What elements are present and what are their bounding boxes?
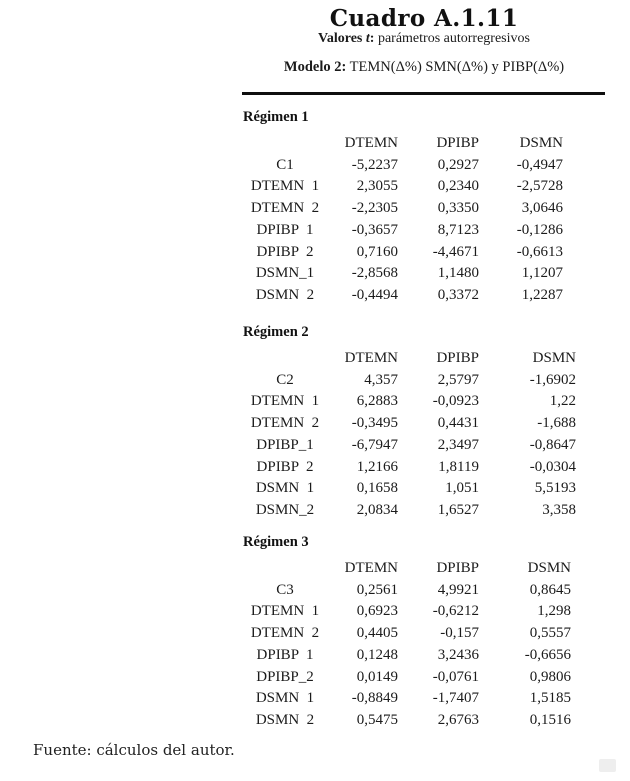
cell-value: 0,5557 (529, 625, 571, 642)
cell-value: -0,0761 (432, 668, 479, 685)
table-row (240, 623, 571, 645)
cell-value: 3,0646 (521, 200, 563, 217)
cell-value: 0,2561 (356, 581, 398, 598)
table-subtitle (318, 31, 530, 47)
row-label: DPIBP 2 (256, 243, 314, 260)
row-label: DSMN 2 (255, 711, 315, 728)
table-row (240, 710, 571, 732)
cell-value: 1,2166 (356, 458, 398, 475)
column-header: DTEMN (344, 135, 398, 151)
subtitle-bold-text: Valores (318, 31, 366, 46)
column-header: DPIBP (436, 560, 479, 576)
cell-value: 2,3497 (437, 436, 479, 453)
cell-value: 2,3055 (356, 178, 398, 195)
row-label: DPIBP_1 (256, 436, 314, 453)
source-note: Fuente: cálculos del autor. (33, 741, 235, 759)
cell-value: -1,688 (537, 415, 576, 432)
cell-value: 4,9921 (437, 581, 479, 598)
row-label: C1 (276, 156, 294, 173)
table-row (240, 478, 576, 500)
cell-value: 2,6763 (437, 711, 479, 728)
row-label: DTEMN 2 (250, 415, 320, 432)
row-label: DSMN_1 (255, 265, 315, 282)
regime-table (240, 348, 576, 522)
table-row (240, 242, 563, 264)
table-row (240, 580, 571, 602)
cell-value: 0,8645 (529, 581, 571, 598)
model-spec: TEMN(Δ%) SMN(Δ%) y PIBP(Δ%) (346, 59, 565, 75)
table-row (240, 285, 563, 307)
cell-value: -0,8849 (351, 690, 398, 707)
cell-value: -1,6902 (529, 371, 576, 388)
cell-value: -0,0304 (529, 458, 576, 475)
column-header-spacer (240, 558, 330, 580)
row-label: DSMN 1 (255, 480, 315, 497)
cell-value: 1,1480 (437, 265, 479, 282)
table-row (240, 220, 563, 242)
row-label: DSMN 2 (255, 286, 315, 303)
column-header-spacer (240, 133, 330, 155)
row-label: DSMN_2 (255, 501, 315, 518)
subtitle-rest-text: parámetros autorregresivos (374, 31, 530, 46)
cell-value: 0,5475 (356, 711, 398, 728)
model-line (284, 59, 564, 76)
subtitle-variable-t: t (365, 31, 370, 46)
cell-value: -0,8647 (529, 436, 576, 453)
table-row (240, 500, 576, 522)
table-row (240, 391, 576, 413)
table-row (240, 667, 571, 689)
row-label: DPIBP_2 (256, 668, 314, 685)
row-label: DTEMN 2 (250, 625, 320, 642)
row-label: DTEMN 1 (250, 603, 320, 620)
cell-value: 0,4431 (437, 415, 479, 432)
table-row (240, 176, 563, 198)
table-row (240, 263, 563, 285)
column-header: DSMN (519, 135, 563, 151)
table-row (240, 601, 571, 623)
row-label: C2 (276, 371, 294, 388)
cell-value: 1,5185 (529, 690, 571, 707)
cell-value: 1,298 (537, 603, 571, 620)
column-header: DSMN (532, 350, 576, 366)
cell-value: 3,358 (542, 501, 576, 518)
cell-value: -0,4947 (516, 156, 563, 173)
cell-value: 1,1207 (521, 265, 563, 282)
column-header: DTEMN (344, 560, 398, 576)
cell-value: 0,4405 (356, 625, 398, 642)
cell-value: 0,9806 (529, 668, 571, 685)
table-row (240, 155, 563, 177)
section-regimen-1 (240, 108, 563, 307)
cell-value: 6,2883 (356, 393, 398, 410)
table-row (240, 645, 571, 667)
cell-value: -2,8568 (351, 265, 398, 282)
table-title: Cuadro A.1.11 (329, 5, 519, 32)
cell-value: 1,2287 (521, 286, 563, 303)
table-row (240, 198, 563, 220)
row-label: DTEMN 1 (250, 393, 320, 410)
cell-value: -0,6613 (516, 243, 563, 260)
section-regimen-2 (240, 323, 576, 522)
cell-value: 0,0149 (356, 668, 398, 685)
cell-value: 0,3350 (437, 200, 479, 217)
section-heading: Régimen 3 (243, 534, 309, 550)
cell-value: 0,7160 (356, 243, 398, 260)
cell-value: -4,4671 (432, 243, 479, 260)
cell-value: 1,6527 (437, 501, 479, 518)
row-label: DTEMN 2 (250, 200, 320, 217)
row-label: DPIBP 1 (256, 221, 314, 238)
cell-value: 2,5797 (437, 371, 479, 388)
table-row (240, 457, 576, 479)
column-header-row (240, 348, 576, 370)
cell-value: -6,7947 (351, 436, 398, 453)
row-label: DSMN 1 (255, 690, 315, 707)
table-row (240, 413, 576, 435)
cell-value: -0,6212 (432, 603, 479, 620)
column-header-spacer (240, 348, 330, 370)
cell-value: -0,6656 (524, 646, 571, 663)
header-rule (242, 92, 605, 95)
cell-value: 4,357 (364, 371, 398, 388)
cell-value: -0,3495 (351, 415, 398, 432)
cell-value: -1,7407 (432, 690, 479, 707)
table-row (240, 435, 576, 457)
table-row (240, 688, 571, 710)
cell-value: 1,051 (445, 480, 479, 497)
column-header-row (240, 133, 563, 155)
regime-table (240, 133, 563, 307)
column-header: DPIBP (436, 350, 479, 366)
column-header: DSMN (527, 560, 571, 576)
cell-value: 3,2436 (437, 646, 479, 663)
row-label: DTEMN 1 (250, 178, 320, 195)
section-regimen-3 (240, 533, 571, 732)
cell-value: 8,7123 (437, 221, 479, 238)
row-label: DPIBP 1 (256, 646, 314, 663)
model-label: Modelo 2: (283, 59, 347, 75)
column-header: DPIBP (436, 135, 479, 151)
cell-value: 0,1248 (356, 646, 398, 663)
subtitle-colon: : (369, 31, 375, 46)
cell-value: 0,1658 (356, 480, 398, 497)
cell-value: -0,157 (440, 625, 479, 642)
cell-value: 1,8119 (438, 458, 479, 475)
cell-value: 5,5193 (534, 480, 576, 497)
cell-value: 1,22 (549, 393, 576, 410)
cell-value: -0,3657 (351, 221, 398, 238)
cell-value: -2,5728 (516, 178, 563, 195)
cell-value: 0,2927 (437, 156, 479, 173)
table-row (240, 370, 576, 392)
column-header: DTEMN (344, 350, 398, 366)
section-heading: Régimen 2 (243, 324, 309, 340)
cell-value: 0,3372 (437, 286, 479, 303)
cell-value: 0,2340 (437, 178, 479, 195)
cell-value: 0,1516 (529, 711, 571, 728)
cell-value: -5,2237 (351, 156, 398, 173)
cell-value: -0,4494 (351, 286, 398, 303)
cell-value: -0,0923 (432, 393, 479, 410)
scan-artifact (599, 759, 616, 772)
cell-value: 2,0834 (356, 501, 398, 518)
section-heading: Régimen 1 (243, 109, 309, 125)
regime-table (240, 558, 571, 732)
column-header-row (240, 558, 571, 580)
cell-value: 0,6923 (356, 603, 398, 620)
row-label: C3 (276, 581, 294, 598)
cell-value: -0,1286 (516, 221, 563, 238)
cell-value: -2,2305 (351, 200, 398, 217)
row-label: DPIBP 2 (256, 458, 314, 475)
